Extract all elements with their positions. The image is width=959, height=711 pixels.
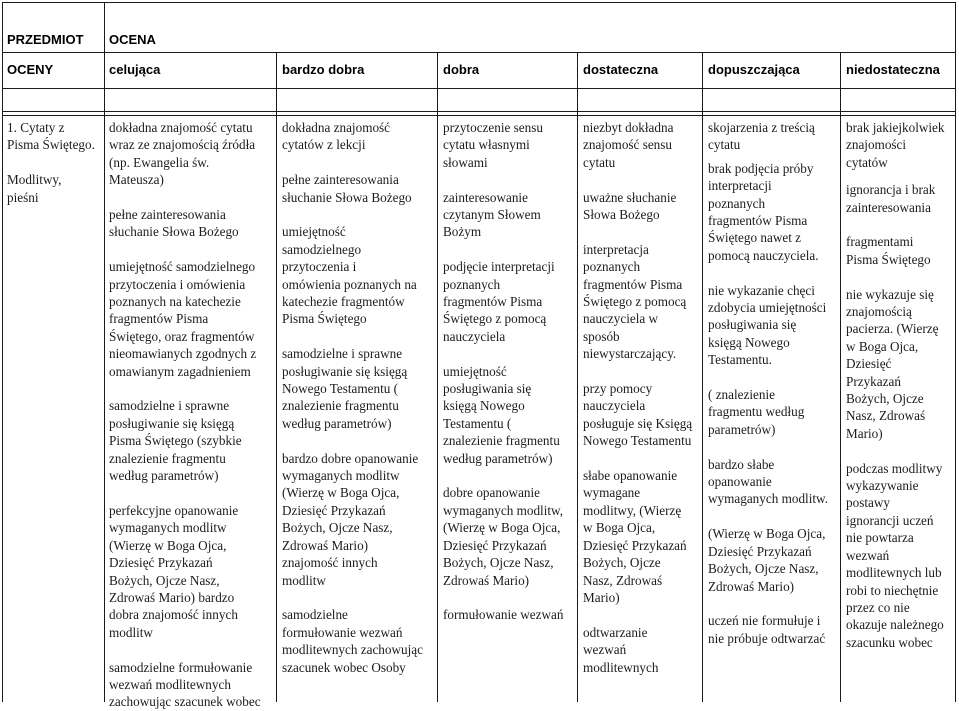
dostateczna-item: uważne słuchanie Słowa Bożego xyxy=(583,189,677,223)
dobra-item: umiejętność posługiwania się księgą Nowego Testamentu ( znalezienie fragmentu według parametrów) xyxy=(443,363,560,466)
celujaca-item: perfekcyjne opanowanie wymaganych modlitw (Wierzę w Boga Ojca, Dziesięć Przykazań Bożych, Ojcze Nasz, Zdrowaś Mario) bardzo dobra znajomość innych modlitw xyxy=(109,502,239,640)
dostateczna-item: odtwarzanie wezwań modlitewnych xyxy=(583,624,659,675)
subject-value: OCENA xyxy=(109,32,156,47)
grade-celujaca: celująca xyxy=(109,62,161,77)
celujaca-item: samodzielne formułowanie wezwań modlitewnych zachowując szacunek wobec xyxy=(109,659,261,710)
celujaca-item: dokładna znajomość cytatu wraz ze znajomością źródła (np. Ewangelia św. Mateusza) xyxy=(109,120,256,188)
col-border-right xyxy=(955,2,956,702)
col-divider-1 xyxy=(104,2,105,702)
dostateczna-item: słabe opanowanie wymagane modlitwy, (Wierzę w Boga Ojca, Dziesięć Przykazań Bożych, Ojcze Nasz, Zdrowaś Mario) xyxy=(583,468,687,605)
grade-bardzo-dobra: bardzo dobra xyxy=(282,62,365,77)
dostateczna-item: niezbyt dokładna znajomość sensu cytatu xyxy=(583,120,674,170)
header-bottom-rule-2 xyxy=(2,111,956,112)
celujaca-item: pełne zainteresowania słuchanie Słowa Bożego xyxy=(109,207,239,240)
dopuszczajaca-item: brak podjęcia próby interpretacji poznanych fragmentów Pisma Świętego nawet z pomocą nauczyciela. xyxy=(708,160,819,263)
col-divider-4 xyxy=(577,52,578,702)
header-row-divider xyxy=(2,52,956,53)
dostateczna-item: interpretacja poznanych fragmentów Pisma Świętego z pomocą nauczyciela w sposób niewystarczający. xyxy=(583,241,687,362)
bardzo-dobra-item: samodzielne formułowanie wezwań modlitewnych zachowując szacunek wobec Osoby xyxy=(282,607,423,675)
dopuszczajaca-item: nie wykazanie chęci zdobycia umiejętności posługiwania się księgą Nowego Testamentu. xyxy=(708,282,827,368)
dopuszczajaca-item: skojarzenia z treścią cytatu xyxy=(708,120,815,153)
col-divider-5 xyxy=(702,52,703,702)
bardzo-dobra-item: samodzielne i sprawne posługiwanie się księgą Nowego Testamentu ( znalezienie fragmentu według parametrów) xyxy=(282,346,408,431)
dopuszczajaca-item: uczeń nie formułuje i nie próbuje odtwarzać xyxy=(708,613,826,646)
header-bottom-rule-3 xyxy=(2,115,956,116)
cell-dopuszczajaca xyxy=(708,119,839,647)
col-divider-3 xyxy=(437,52,438,702)
header-bottom-rule xyxy=(2,88,956,89)
cell-dobra xyxy=(443,119,576,624)
topic-quotes: 1. Cytaty z Pisma Świętego. xyxy=(7,120,95,153)
cell-dostateczna xyxy=(583,119,701,676)
bardzo-dobra-item: dokładna znajomość cytatów z lekcji xyxy=(282,120,391,153)
subject-label: PRZEDMIOT xyxy=(7,32,84,47)
topic-cell xyxy=(7,119,103,206)
bardzo-dobra-item: bardzo dobre opanowanie wymaganych modlitw (Wierzę w Boga Ojca, Dziesięć Przykazań Bożych, Ojcze Nasz, Zdrowaś Mario) znajomość innych modlitw xyxy=(282,450,419,588)
cell-niedostateczna xyxy=(846,119,954,651)
dopuszczajaca-item: (Wierzę w Boga Ojca, Dziesięć Przykazań Bożych, Ojcze Nasz, Zdrowaś Mario) xyxy=(708,526,826,594)
niedostateczna-item: fragmentami Pisma Świętego xyxy=(846,234,931,267)
grade-niedostateczna: niedostateczna xyxy=(846,62,940,77)
niedostateczna-item: ignorancja i brak zainteresowania xyxy=(846,182,936,215)
dostateczna-item: przy pomocy nauczyciela posługuje się Księgą Nowego Testamentu xyxy=(583,381,693,449)
dobra-item: dobre opanowanie wymaganych modlitw, (Wierzę w Boga Ojca, Dziesięć Przykazań Bożych, Ojcze Nasz, Zdrowaś Mario) xyxy=(443,485,564,588)
celujaca-item: umiejętność samodzielnego przytoczenia i omówienia poznanych na katechezie fragmentów Pisma Świętego, oraz fragmentów nieomawianych zgodnych z omawianym zagadnieniem xyxy=(109,259,257,379)
topic-prayers: Modlitwy, pieśni xyxy=(7,172,62,205)
bardzo-dobra-item: umiejętność samodzielnego przytoczenia i omówienia poznanych na katechezie fragmentów Pisma Świętego xyxy=(282,224,417,327)
niedostateczna-item: podczas modlitwy wykazywanie postawy ignorancji uczeń nie powtarza wezwań modlitewnych lub robi to niechętnie przez co nie okazuje należnego szacunku wobec xyxy=(846,460,944,650)
dobra-item: formułowanie wezwań xyxy=(443,607,564,623)
col-divider-2 xyxy=(276,52,277,702)
bardzo-dobra-item: pełne zainteresowania słuchanie Słowa Bożego xyxy=(282,172,412,205)
table-border-top xyxy=(2,2,956,3)
dopuszczajaca-item: ( znalezienie fragmentu według parametrów) xyxy=(708,387,805,437)
niedostateczna-item: brak jakiejkolwiek znajomości cytatów xyxy=(846,120,945,170)
dobra-item: podjęcie interpretacji poznanych fragmentów Pisma Świętego z pomocą nauczyciela xyxy=(443,259,555,344)
niedostateczna-item: nie wykazuje się znajomością pacierza. (Wierzę w Boga Ojca, Dziesięć Przykazań Bożych, Ojcze Nasz, Zdrowaś Mario) xyxy=(846,286,939,441)
cell-celujaca xyxy=(109,119,275,711)
grade-dostateczna: dostateczna xyxy=(583,62,659,77)
dobra-item: zainteresowanie czytanym Słowem Bożym xyxy=(443,189,541,240)
grade-dopuszczajaca: dopuszczająca xyxy=(708,62,800,77)
cell-bardzo-dobra xyxy=(282,119,436,676)
dopuszczajaca-item: bardzo słabe opanowanie wymaganych modlitw. xyxy=(708,456,829,507)
grades-label: OCENY xyxy=(7,62,54,77)
dobra-item: przytoczenie sensu cytatu własnymi słowami xyxy=(443,120,543,170)
grading-table xyxy=(2,2,956,710)
col-divider-6 xyxy=(840,52,841,702)
celujaca-item: samodzielne i sprawne posługiwanie się księgą Pisma Świętego (szybkie znalezienie fragmentu według parametrów) xyxy=(109,398,242,484)
grade-dobra: dobra xyxy=(443,62,480,77)
col-border-left xyxy=(2,2,3,702)
